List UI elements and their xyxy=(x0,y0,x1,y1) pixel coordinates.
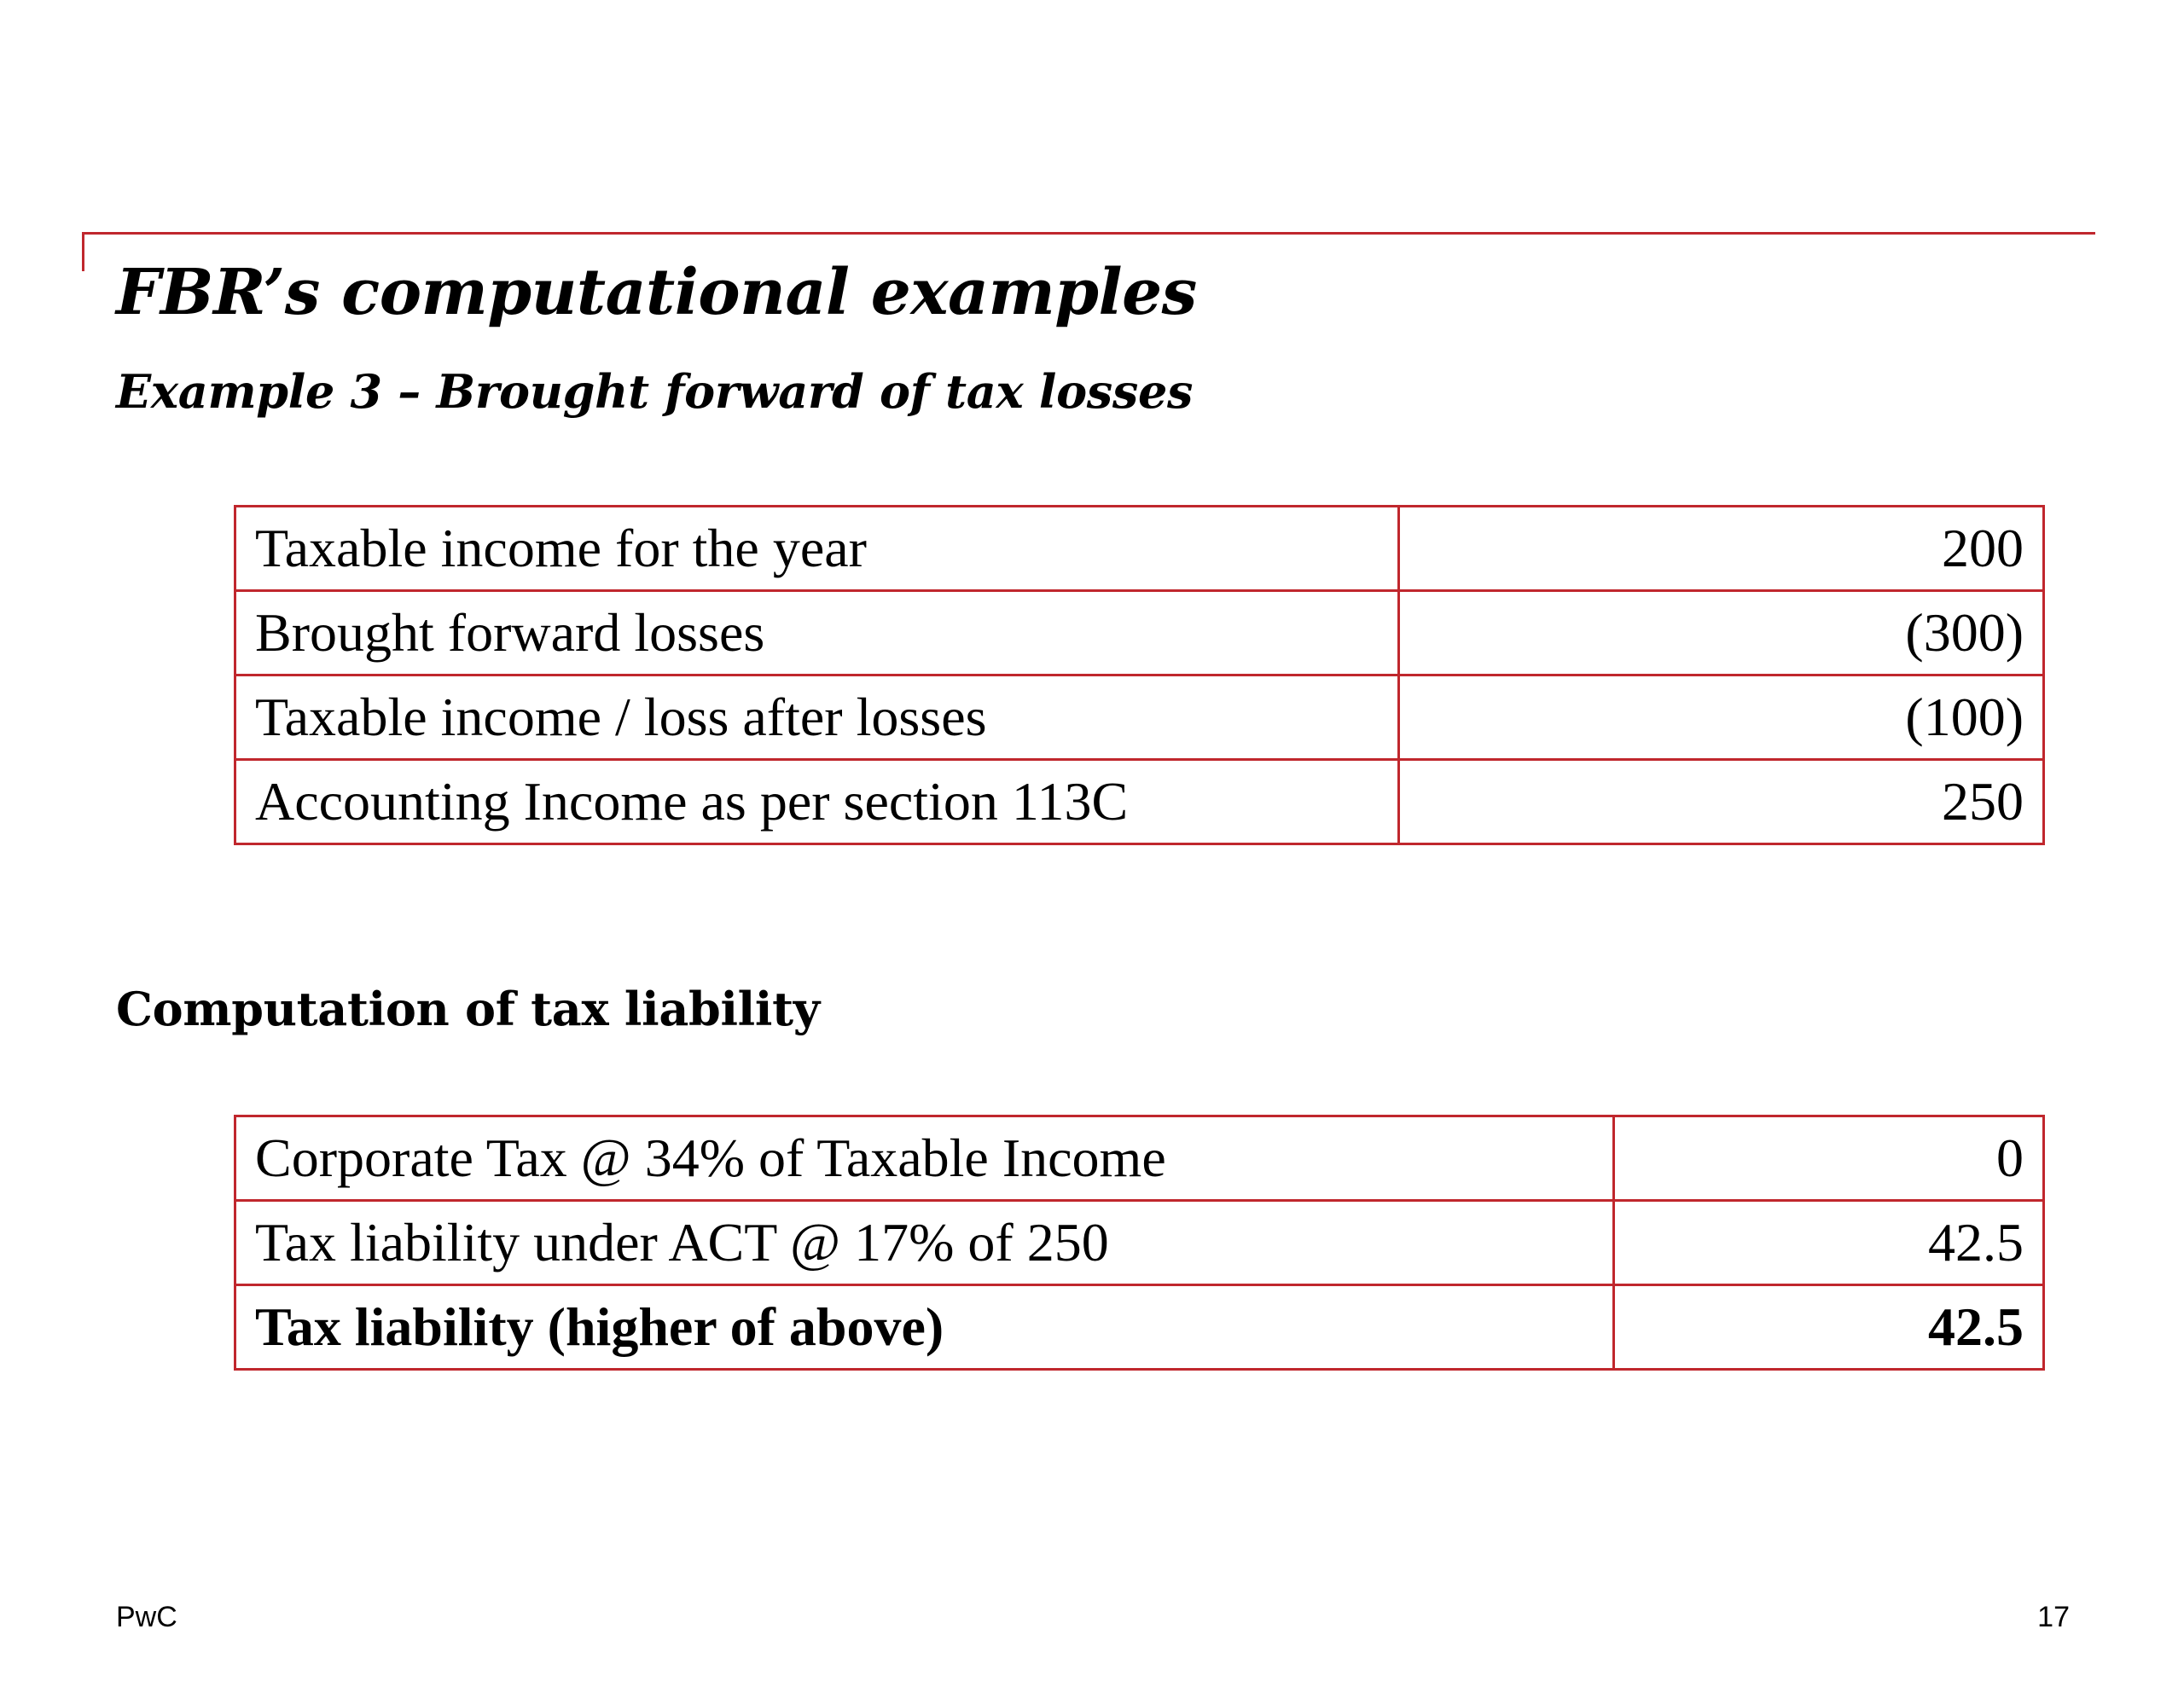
total-label: Tax liability (higher of above) xyxy=(235,1285,1614,1370)
title-rule xyxy=(82,232,2095,235)
example-subtitle: Example 3 – Brought forward of tax losses xyxy=(116,364,1194,419)
row-value: 0 xyxy=(1614,1116,2044,1201)
page-title: FBR’s computational examples xyxy=(116,256,1197,329)
row-value: (100) xyxy=(1399,675,2044,760)
row-label: Corporate Tax @ 34% of Taxable Income xyxy=(235,1116,1614,1201)
table-row xyxy=(235,507,2044,591)
row-label: Taxable income for the year xyxy=(235,507,1399,591)
liability-table xyxy=(234,1115,2045,1371)
table-row xyxy=(235,675,2044,760)
row-label: Taxable income / loss after losses xyxy=(235,675,1399,760)
table-row xyxy=(235,591,2044,675)
total-row xyxy=(235,1285,2044,1370)
row-value: 42.5 xyxy=(1614,1201,2044,1285)
table-row xyxy=(235,1201,2044,1285)
title-rule-tick xyxy=(82,232,84,271)
row-label: Accounting Income as per section 113C xyxy=(235,760,1399,844)
row-value: 200 xyxy=(1399,507,2044,591)
income-table xyxy=(234,505,2045,845)
row-value: (300) xyxy=(1399,591,2044,675)
footer-brand: PwC xyxy=(116,1601,177,1633)
total-value: 42.5 xyxy=(1614,1285,2044,1370)
row-label: Tax liability under ACT @ 17% of 250 xyxy=(235,1201,1614,1285)
row-value: 250 xyxy=(1399,760,2044,844)
row-label: Brought forward losses xyxy=(235,591,1399,675)
section-heading: Computation of tax liability xyxy=(116,982,820,1036)
table-row xyxy=(235,760,2044,844)
page-number: 17 xyxy=(2037,1601,2070,1633)
table-row xyxy=(235,1116,2044,1201)
